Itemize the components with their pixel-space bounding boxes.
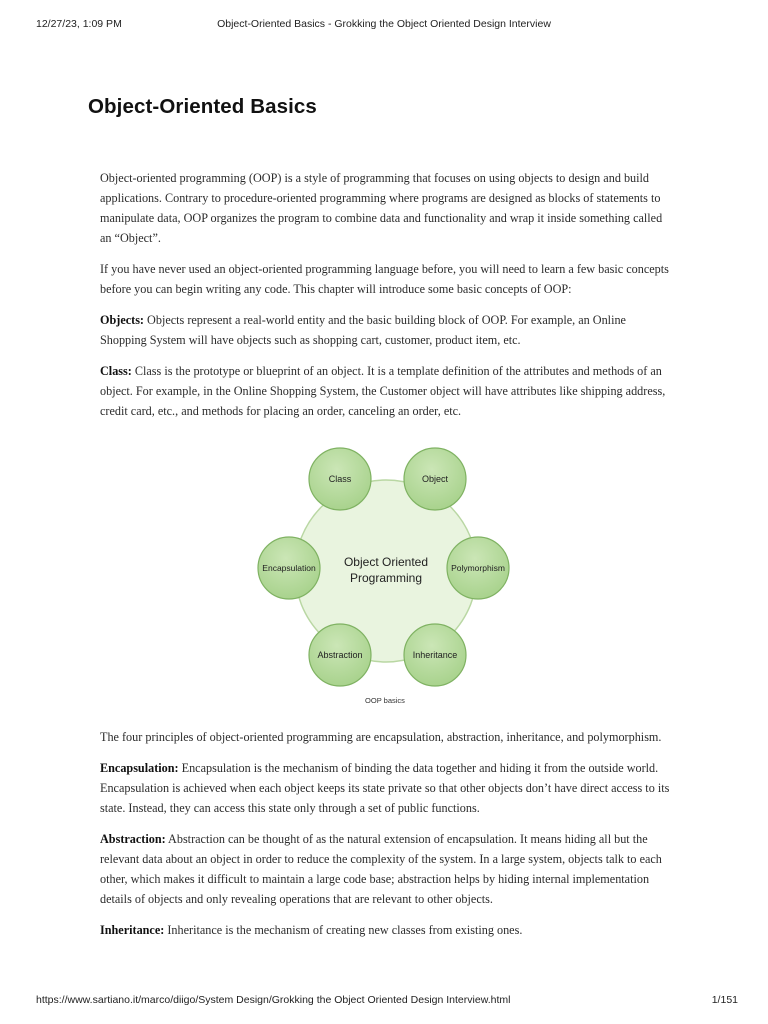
abstraction-text: Abstraction can be thought of as the natural extension of encapsulation. It means hiding all but the relevant data about an object in order to reduce the complexity of the system. In a large system, objects talk to each other, which makes it difficult to maintain a large code base; abstraction helps by hiding internal implementation details of objects and only revealing operations that are relevant to other objects. (100, 832, 662, 906)
inheritance-text: Inheritance is the mechanism of creating new classes from existing ones. (164, 923, 523, 937)
encapsulation-term: Encapsulation: (100, 761, 179, 775)
objects-term: Objects: (100, 313, 144, 327)
encapsulation-text: Encapsulation is the mechanism of binding the data together and hiding it from the outside world. Encapsulation is achieved when each object keeps its state private so that other objects don’t have direct access to its state. Instead, they can access this state only through a set of public functions. (100, 761, 670, 815)
polymorphism-node-label: Polymorphism (451, 563, 505, 573)
abstraction-term: Abstraction: (100, 832, 166, 846)
encapsulation-node-label: Encapsulation (262, 563, 316, 573)
object-node-label: Object (421, 474, 449, 484)
page-number: 1/151 (711, 994, 738, 1006)
print-url: https://www.sartiano.it/marco/diigo/System Design/Grokking the Object Oriented Design Interview.html (36, 994, 511, 1006)
principles-intro: The four principles of object-oriented programming are encapsulation, abstraction, inheritance, and polymorphism. (100, 730, 662, 744)
class-node-label: Class (328, 474, 352, 484)
intro-paragraph: Object-oriented programming (OOP) is a style of programming that focuses on using objects to design and build applications. Contrary to procedure-oriented programming where programs are designed as blocks of statements to manipulate data, OOP organizes the program to combine data and functionality and wrap it inside something called an “Object”. (100, 171, 663, 245)
abstraction-node-label: Abstraction (317, 650, 363, 660)
abstraction-definition (100, 829, 670, 909)
print-date: 12/27/23, 1:09 PM (36, 18, 122, 30)
oop-basics-diagram (100, 435, 670, 707)
article-body (100, 168, 670, 951)
inheritance-definition (100, 920, 670, 940)
page-title: Object-Oriented Basics (88, 95, 317, 118)
print-footer (0, 994, 768, 1008)
diagram-caption: OOP basics (365, 696, 405, 705)
class-term: Class: (100, 364, 132, 378)
inheritance-term: Inheritance: (100, 923, 165, 937)
print-header (0, 18, 768, 32)
class-definition (100, 361, 670, 421)
center-label-line1: Object Oriented (343, 555, 429, 569)
objects-definition (100, 310, 670, 350)
center-label-line2: Programming (349, 571, 423, 585)
encapsulation-definition (100, 758, 670, 818)
print-document-title: Object-Oriented Basics - Grokking the Object Oriented Design Interview (217, 18, 551, 30)
oop-diagram-svg (100, 435, 670, 687)
concepts-intro-paragraph: If you have never used an object-oriented programming language before, you will need to learn a few basic concepts before you can begin writing any code. This chapter will introduce some basic concepts of OOP: (100, 262, 669, 296)
objects-text: Objects represent a real-world entity and the basic building block of OOP. For example, an Online Shopping System will have objects such as shopping cart, customer, product item, etc. (100, 313, 626, 347)
class-text: Class is the prototype or blueprint of an object. It is a template definition of the attributes and methods of an object. For example, in the Online Shopping System, the Customer object will have attributes like shipping address, credit card, etc., and methods for placing an order, canceling an order, etc. (100, 364, 666, 418)
inheritance-node-label: Inheritance (412, 650, 458, 660)
